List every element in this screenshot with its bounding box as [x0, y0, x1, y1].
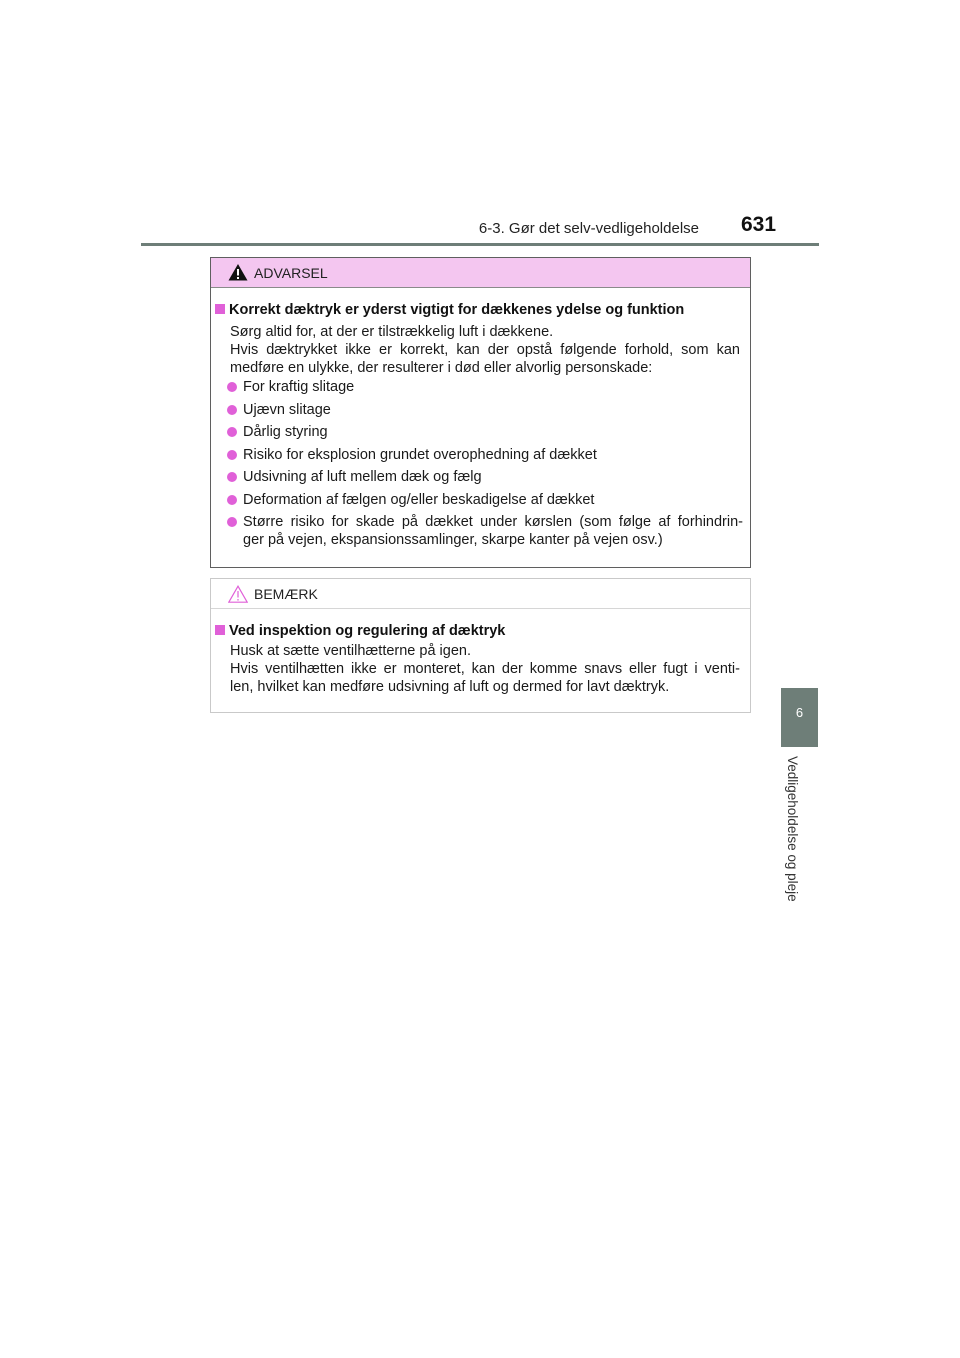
- warning-intro: [230, 323, 740, 377]
- warning-intro-line: medføre en ulykke, der resulterer i død eller alvorlig personskade:: [230, 360, 653, 376]
- bullet-dot-icon: [227, 405, 237, 415]
- warning-intro-line: Hvis dæktrykket ikke er korrekt, kan der opstå følgende forhold, som kan: [230, 342, 740, 358]
- notice-box-header: [211, 579, 750, 609]
- list-item: [227, 513, 743, 549]
- chapter-number: 6: [795, 705, 804, 720]
- list-item-line: ger på vejen, ekspansionssamlinger, skarpe kanter på vejen osv.): [243, 532, 663, 548]
- notice-body-line: len, hvilket kan medføre udsivning af luft og dermed for lavt dæktryk.: [230, 679, 670, 695]
- warning-intro-line: Sørg altid for, at der er tilstrækkelig luft i dækkene.: [230, 324, 554, 340]
- list-item-text: [243, 513, 743, 549]
- warning-section-title: [215, 302, 684, 318]
- bullet-dot-icon: [227, 472, 237, 482]
- bullet-dot-icon: [227, 517, 237, 527]
- bullet-dot-icon: [227, 382, 237, 392]
- header-rule: [141, 243, 819, 246]
- caution-triangle-outline-icon: [228, 585, 248, 603]
- list-item-text: Ujævn slitage: [243, 401, 331, 418]
- page-number: 631: [741, 213, 777, 236]
- warning-box-header: [211, 258, 750, 288]
- list-item-line: Større risiko for skade på dækket under kørslen (som følge af forhindrin-: [243, 514, 743, 530]
- chapter-tab: [781, 688, 818, 747]
- list-item: [227, 378, 743, 396]
- list-item: [227, 468, 743, 486]
- warning-triangle-icon: [228, 263, 248, 281]
- notice-body: [230, 642, 740, 696]
- warning-label: ADVARSEL: [254, 265, 328, 281]
- notice-body-line: Husk at sætte ventilhætterne på igen.: [230, 643, 471, 659]
- list-item: [227, 446, 743, 464]
- chapter-side-label: Vedligeholdelse og pleje: [785, 756, 800, 902]
- notice-section-title-text: Ved inspektion og regulering af dæktryk: [229, 623, 506, 639]
- warning-section-title-text: Korrekt dæktryk er yderst vigtigt for dækkenes ydelse og funktion: [229, 302, 685, 318]
- notice-box: [210, 578, 751, 713]
- list-item-text: Dårlig styring: [243, 424, 328, 440]
- list-item-text: Udsivning af luft mellem dæk og fælg: [243, 469, 482, 485]
- list-item-text: Deformation af fælgen og/eller beskadigelse af dækket: [243, 491, 595, 508]
- warning-box: [210, 257, 751, 568]
- bullet-dot-icon: [227, 495, 237, 505]
- list-item-text: Risiko for eksplosion grundet overophedning af dækket: [243, 446, 597, 463]
- square-bullet-icon: [215, 625, 225, 635]
- bullet-dot-icon: [227, 450, 237, 460]
- list-item: [227, 423, 743, 441]
- warning-bullet-list: [227, 378, 743, 554]
- list-item: [227, 491, 743, 509]
- bullet-dot-icon: [227, 427, 237, 437]
- list-item-text: For kraftig slitage: [243, 379, 355, 395]
- notice-section-title: [215, 623, 505, 639]
- square-bullet-icon: [215, 304, 225, 314]
- list-item: [227, 401, 743, 419]
- running-header-section-title: 6-3. Gør det selv-vedligeholdelse: [478, 220, 699, 237]
- notice-label: BEMÆRK: [254, 586, 318, 602]
- notice-body-line: Hvis ventilhætten ikke er monteret, kan der komme snavs eller fugt i venti-: [230, 661, 740, 677]
